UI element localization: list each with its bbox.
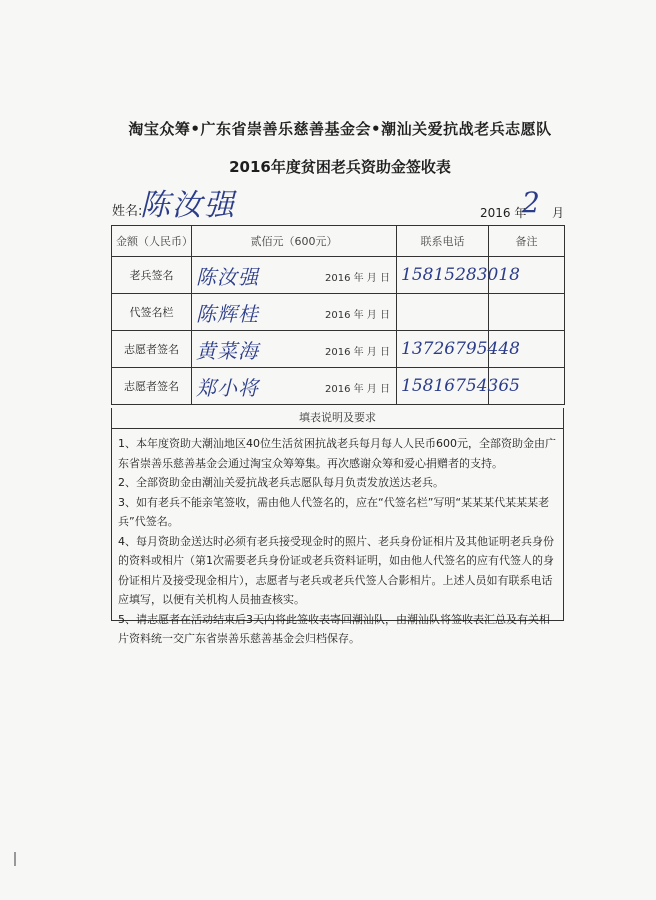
note-item: 3、如有老兵不能亲笔签收，需由他人代签名的，应在“代签名栏”写明“某某某代某某某老兵”代签名。 — [118, 495, 550, 528]
signature-cell — [192, 257, 397, 294]
handwritten-signature: 陈汝强 — [196, 264, 259, 289]
phone-cell — [397, 368, 520, 405]
document-subtitle: 2016年度贫困老兵资助金签收表 — [229, 158, 451, 176]
handwritten-signature: 郑小将 — [196, 375, 259, 400]
row-label: 代签名栏 — [112, 294, 192, 331]
date-month-handwritten: 2 — [522, 186, 540, 219]
signature-cell — [192, 368, 397, 405]
handwritten-phone: 15815283018 — [401, 265, 520, 285]
column-header: 联系电话 — [397, 226, 489, 257]
column-header: 金额（人民币） — [112, 226, 192, 257]
notes-list — [118, 434, 558, 649]
signature-cell — [192, 294, 397, 331]
row-label: 志愿者签名 — [112, 368, 192, 405]
date-field: 2016 年 月 日 — [325, 384, 390, 395]
scan-margin-mark — [14, 852, 16, 866]
table-row — [112, 294, 565, 331]
phone-cell — [397, 257, 520, 294]
phone-cell — [397, 331, 520, 368]
note-item: 4、每月资助金送达时必须有老兵接受现金时的照片、老兵身份证相片及其他证明老兵身份的资料或相片（第1次需要老兵身份证或老兵资料证明，如由他人代签名的应有代签人的身份证相片及接受现金相片），志愿者与老兵或老兵代签人合影相片。上述人员如有联系电话应填写，以便有关机构人员抽查核实。 — [118, 534, 554, 606]
document-title: 淘宝众筹•广东省崇善乐慈善基金会•潮汕关爱抗战老兵志愿队 — [128, 120, 552, 138]
note-item: 1、本年度资助大潮汕地区40位生活贫困抗战老兵每月每人人民币600元，全部资助金由广东省崇善乐慈善基金会通过淘宝众筹筹集。再次感谢众筹和爱心捐赠者的支持。 — [118, 437, 556, 470]
notes-title: 填表说明及要求 — [111, 408, 564, 429]
row-label: 志愿者签名 — [112, 331, 192, 368]
signature-cell — [192, 331, 397, 368]
table-row — [112, 257, 565, 294]
note-cell — [489, 294, 565, 331]
name-label: 姓名: — [112, 204, 143, 219]
signature-table — [111, 225, 565, 405]
table-row — [112, 368, 565, 405]
note-item: 5、请志愿者在活动结束后3天内将此签收表寄回潮汕队，由潮汕队将签收表汇总及有关相片资料统一交广东省崇善乐慈善基金会归档保存。 — [118, 612, 550, 645]
note-item: 2、全部资助金由潮汕关爱抗战老兵志愿队每月负责发放送达老兵。 — [118, 476, 444, 489]
handwritten-phone: 13726795448 — [401, 339, 520, 359]
date-month-label: 月 — [552, 206, 565, 220]
row-label: 老兵签名 — [112, 257, 192, 294]
date-field: 2016 年 月 日 — [325, 310, 390, 321]
phone-cell — [397, 294, 489, 331]
column-header: 贰佰元（600元） — [192, 226, 397, 257]
table-header-row — [112, 226, 565, 257]
date-field: 2016 年 月 日 — [325, 273, 390, 284]
handwritten-phone: 15816754365 — [401, 376, 520, 396]
date-year-label: 2016 年 — [480, 206, 527, 220]
name-handwritten: 陈汝强 — [140, 188, 236, 223]
handwritten-signature: 黄菜海 — [196, 338, 259, 363]
table-row — [112, 331, 565, 368]
column-header: 备注 — [489, 226, 565, 257]
date-field: 2016 年 月 日 — [325, 347, 390, 358]
handwritten-signature: 陈辉桂 — [196, 301, 259, 326]
